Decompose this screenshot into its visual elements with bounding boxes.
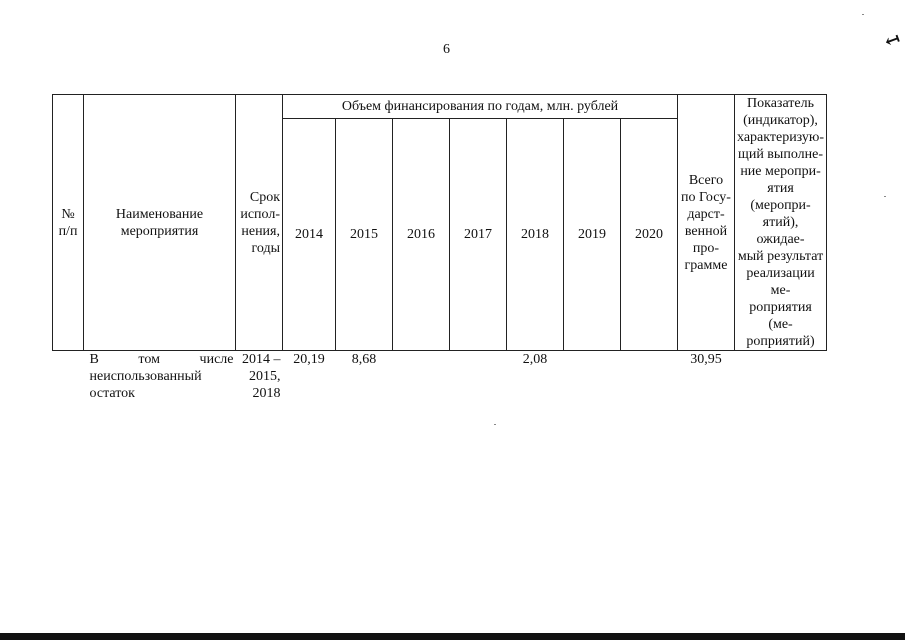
scan-speck <box>884 196 886 197</box>
header-year: 2019 <box>564 118 621 350</box>
scan-mark: ↤ <box>881 28 903 53</box>
value-cell-2017 <box>450 351 507 403</box>
header-funding-by-year: Объем финансирования по годам, млн. рублей <box>283 95 678 119</box>
header-year: 2017 <box>450 118 507 350</box>
header-period: Срок испол- нения, годы <box>236 95 283 351</box>
funding-table <box>52 94 827 402</box>
total-cell: 30,95 <box>690 352 722 367</box>
value-cell-2019 <box>564 351 621 403</box>
value-cell-2016 <box>393 351 450 403</box>
header-year: 2014 <box>283 118 336 350</box>
header-year: 2015 <box>336 118 393 350</box>
scan-speck <box>494 424 496 425</box>
indicator-cell <box>735 351 827 403</box>
header-event-name: Наименование мероприятия <box>84 95 236 351</box>
page-number: 6 <box>443 42 450 57</box>
header-year: 2018 <box>507 118 564 350</box>
value-cell-2020 <box>621 351 678 403</box>
value-cell-2015: 8,68 <box>351 352 377 367</box>
value-cell-2018: 2,08 <box>522 352 548 367</box>
header-year: 2016 <box>393 118 450 350</box>
table-row <box>53 351 827 403</box>
header-year: 2020 <box>621 118 678 350</box>
scan-speck <box>862 14 864 15</box>
value-cell-2014: 20,19 <box>293 352 325 367</box>
event-name-cell: В том числе неиспользованный остаток <box>89 352 234 401</box>
period-cell: 2014 – 2015, 2018 <box>242 352 281 401</box>
header-total: Всего по Госу- дарст- венной про- грамме <box>678 95 735 351</box>
row-number-cell <box>53 351 84 403</box>
scan-bottom-edge <box>0 633 905 640</box>
header-row-number: № п/п <box>53 95 84 351</box>
header-indicator: Показатель (индикатор), характеризую- щий выполне- ние меропри- ятия (меропри- ятий), ожидае- мый результат реализации ме- роприятия (ме- роприятий) <box>735 95 827 351</box>
